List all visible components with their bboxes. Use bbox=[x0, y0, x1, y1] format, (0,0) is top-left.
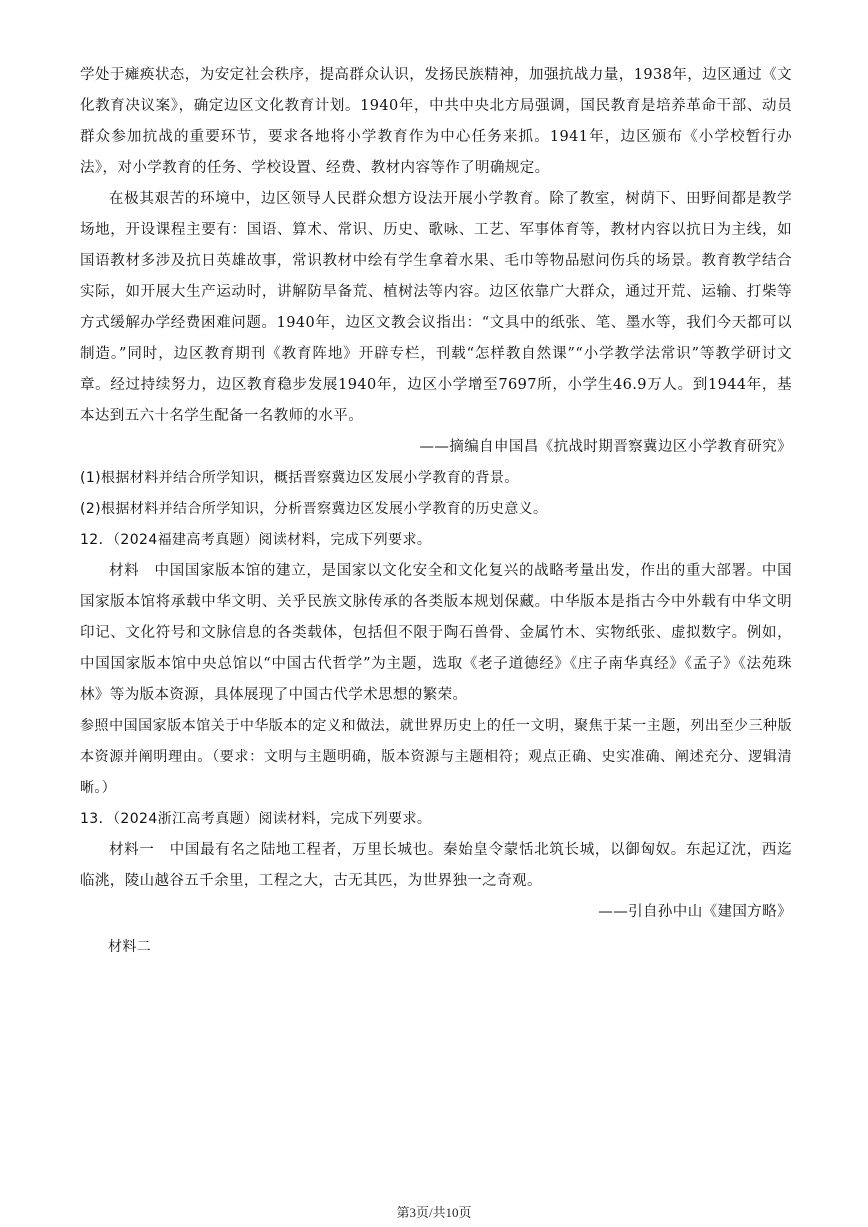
item-12-task: 参照中国国家版本馆关于中华版本的定义和做法，就世界历史上的任一文明，聚焦于某一主题，列出至少三种版本资源并阐明理由。（要求：文明与主题明确，版本资源与主题相符；观点正确、史实准确、阐述充分、逻辑清晰。） bbox=[80, 718, 792, 796]
material-paragraph-2: 在极其艰苦的环境中，边区领导人民群众想方设法开展小学教育。除了教室，树荫下、田野间都是教学场地，开设课程主要有：国语、算术、常识、历史、歌咏、工艺、军事体育等，教材内容以抗日为主线，如国语教材多涉及抗日英雄故事，常识教材中绘有学生拿着水果、毛巾等物品慰问伤兵的场景。教育教学结合实际，如开展大生产运动时，讲解防旱备荒、植树法等内容。边区依靠广大群众，通过开荒、运输、打柴等方式缓解办学经费困难问题。1940年，边区文教会议指出：“文具中的纸张、笔、墨水等，我们今天都可以制造。”同时，边区教育期刊《教育阵地》开辟专栏，刊载“怎样教自然课”“小学教学法常识”等教学研讨文章。经过持续努力，边区教育稳步发展1940年，边区小学增至7697所，小学生46.9万人。到1944年，基本达到五六十名学生配备一名教师的水平。 bbox=[80, 191, 792, 424]
question-1: (1)根据材料并结合所学知识，概括晋察冀边区发展小学教育的背景。 bbox=[80, 470, 519, 486]
source-citation-13: ——引自孙中山《建国方略》 bbox=[598, 904, 792, 920]
item-13-heading: 13．（2024浙江高考真题）阅读材料，完成下列要求。 bbox=[80, 811, 432, 827]
question-2: (2)根据材料并结合所学知识，分析晋察冀边区发展小学教育的历史意义。 bbox=[80, 501, 548, 517]
item-13-material-1: 材料一 中国最有名之陆地工程者，万里长城也。秦始皇令蒙恬北筑长城，以御匈奴。东起辽沈，西迄临洮，陵山越谷五千余里，工程之大，古无其匹，为世界独一之奇观。 bbox=[80, 842, 792, 889]
page-footer: 第3页/共10页 bbox=[396, 1205, 472, 1220]
item-13-material-2-label: 材料二 bbox=[108, 939, 152, 955]
source-citation-1: ——摘编自申国昌《抗战时期晋察冀边区小学教育研究》 bbox=[419, 439, 792, 455]
item-12-material: 材料 中国国家版本馆的建立，是国家以文化安全和文化复兴的战略考量出发，作出的重大部署。中国国家版本馆将承载中华文明、关乎民族文脉传承的各类版本规划保藏。中华版本是指古今中外载有中华文明印记、文化符号和文脉信息的各类载体，包括但不限于陶石兽骨、金属竹木、实物纸张、虚拟数字。例如，中国国家版本馆中央总馆以“中国古代哲学”为主题，选取《老子道德经》《庄子南华真经》《孟子》《法苑珠林》等为版本资源，具体展现了中国古代学术思想的繁荣。 bbox=[80, 563, 792, 703]
item-12-heading: 12．（2024福建高考真题）阅读材料，完成下列要求。 bbox=[80, 532, 432, 548]
material-paragraph-1: 学处于瘫痪状态，为安定社会秩序，提高群众认识，发扬民族精神，加强抗战力量，1938年，边区通过《文化教育决议案》，确定边区文化教育计划。1940年，中共中央北方局强调，国民教育是培养革命干部、动员群众参加抗战的重要环节，要求各地将小学教育作为中心任务来抓。1941年，边区颁布《小学校暂行办法》，对小学教育的任务、学校设置、经费、教材内容等作了明确规定。 bbox=[80, 67, 792, 176]
document-page bbox=[80, 60, 792, 963]
